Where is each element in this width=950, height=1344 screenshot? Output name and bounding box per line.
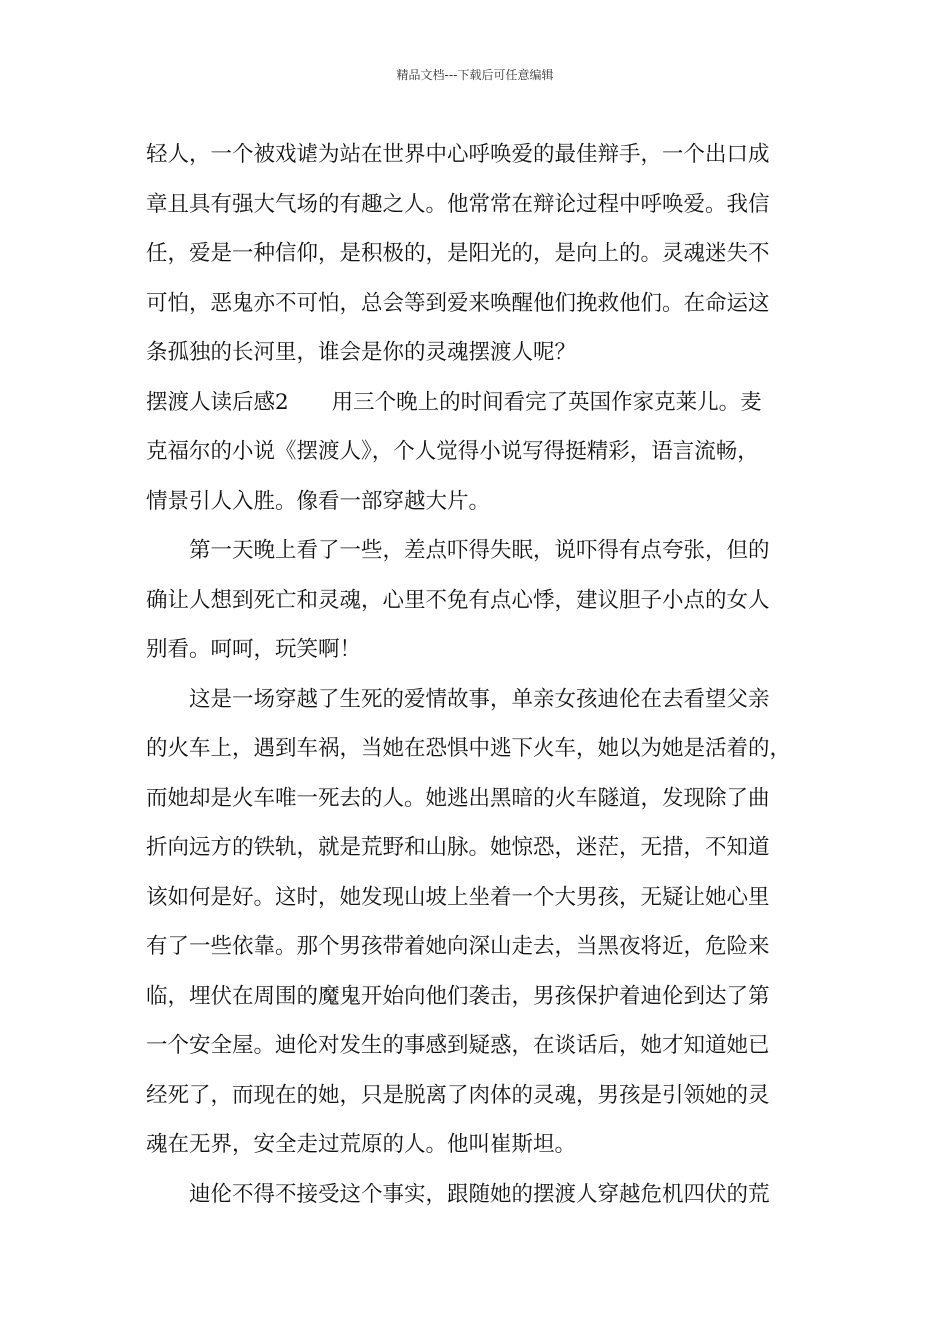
text-line: 经死了，而现在的她，只是脱离了肉体的灵魂，男孩是引领她的灵 [146,1082,770,1108]
text-line: 摆渡人读后感2 用三个晚上的时间看完了英国作家克莱儿。麦 [146,389,762,415]
page-header: 精品文档---下载后可任意编辑 [396,68,554,82]
text-line: 确让人想到死亡和灵魂，心里不免有点心悸，建议胆子小点的女人 [146,587,770,613]
text-line: 该如何是好。这时，她发现山坡上坐着一个大男孩，无疑让她心里 [146,884,770,910]
text-line: 条孤独的长河里，谁会是你的灵魂摆渡人呢？ [146,340,577,365]
text-line: 可怕，恶鬼亦不可怕，总会等到爱来唤醒他们挽救他们。在命运这 [146,290,770,316]
text-line: 迪伦不得不接受这个事实，跟随她的摆渡人穿越危机四伏的荒 [189,1181,770,1207]
text-line: 的火车上，遇到车祸，当她在恐惧中逃下火车，她以为她是活着的， [146,736,792,761]
text-line: 临，埋伏在周围的魔鬼开始向他们袭击，男孩保护着迪伦到达了第 [146,983,770,1009]
text-line: 章且具有强大气场的有趣之人。他常常在辩论过程中呼唤爱。我信 [146,191,770,217]
text-line: 任，爱是一种信仰，是积极的，是阳光的，是向上的。灵魂迷失不 [146,241,770,266]
text-line: 别看。呵呵，玩笑啊！ [146,637,362,662]
body-text [146,130,816,1219]
text-line: 一个安全屋。迪伦对发生的事感到疑惑，在谈话后，她才知道她已 [146,1033,770,1058]
text-line: 折向远方的铁轨，就是荒野和山脉。她惊恐，迷茫，无措，不知道 [146,835,770,860]
text-line: 这是一场穿越了生死的爱情故事，单亲女孩迪伦在去看望父亲 [189,686,770,712]
text-line: 轻人，一个被戏谑为站在世界中心呼唤爱的最佳辩手，一个出口成 [146,142,770,167]
text-line: 有了一些依靠。那个男孩带着她向深山走去，当黑夜将近，危险来 [146,934,770,959]
text-line: 而她却是火车唯一死去的人。她逃出黑暗的火车隧道，发现除了曲 [146,785,770,811]
text-line: 克福尔的小说《摆渡人》，个人觉得小说写得挺精彩，语言流畅， [146,439,759,464]
text-line: 魂在无界，安全走过荒原的人。他叫崔斯坦。 [146,1132,577,1157]
text-line: 第一天晚上看了一些，差点吓得失眠，说吓得有点夸张，但的 [189,538,770,563]
text-line: 情景引人入胜。像看一部穿越大片。 [146,488,491,514]
